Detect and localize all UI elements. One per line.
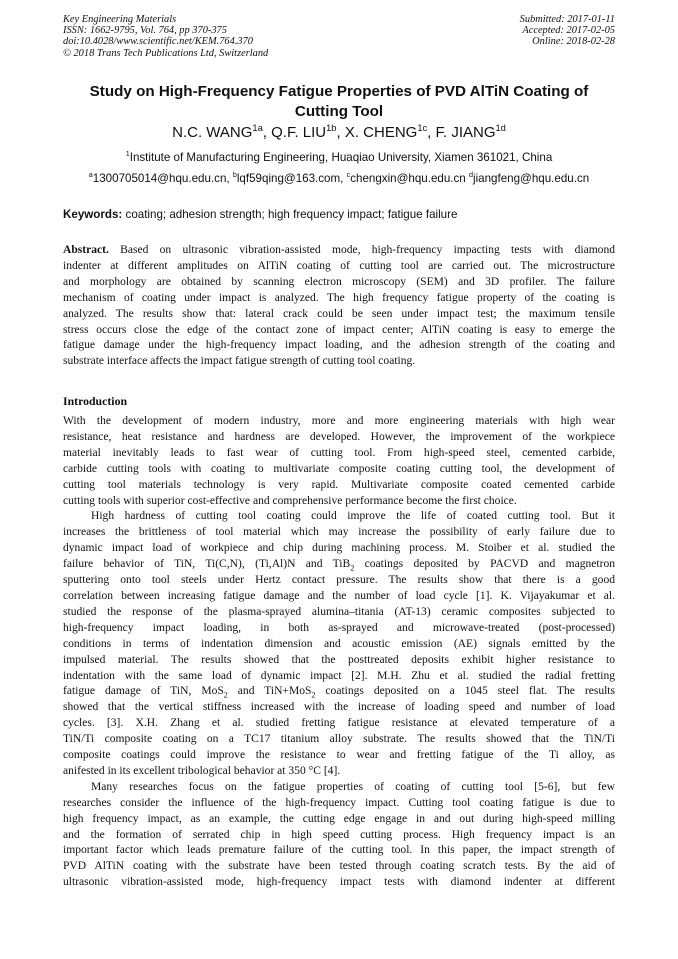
email-link[interactable]: 1300705014@hqu.edu.cn bbox=[92, 172, 227, 185]
affiliation: $^1$Institute of Manufacturing Engineering, Huaqiao University, Xiamen 361021, China bbox=[125, 149, 553, 164]
author: X. $CHENG^{1c}$ bbox=[344, 123, 428, 141]
email-link[interactable]: jiangfeng@hqu.edu.cn bbox=[473, 172, 590, 185]
journal-header bbox=[63, 14, 268, 59]
author: F. $JIANG^{1d}$ bbox=[435, 123, 506, 141]
author-list: N.C. $WANG^{1a}$, Q.F. $LIU^{1b}$, X. $CHENG^{1c}$, F. $JIANG^{1d}$ bbox=[172, 123, 506, 141]
introduction-body: With the development of modern industry, more and more engineering materials with high wear resistance, heat resistance and hardness are developed. However, the improvement of the workpiece material inevitably leads to fast wear of cutting tool. From high-speed steel, cemented carbide, carbide cutting tools with coating to multivariate composite coating cutting tool, the development of cutting tool materials technology is very rapid. Multivariate composite coated cemented carbide cutting tools with superior cost-effective and comprehensive performance become the first choice. High hardness of cutting tool coating could improve the life of coated cutting tool. But it increases the brittleness of tool material which may increase the possibility of early failure due to dynamic impact load of workpiece and chip during machining process. M. Stoiber et al. studied the failure behavior of TiN, Ti(C,N), (Ti,Al)N and TiB$_2$ coatings deposited by PACVD and magnetron sputtering onto tool steels under Hertz contact pressure. The results show that there is a good correlation between increasing fatigue damage and the number of load cycle [1]. K. Vijayakumar et al. studied the response of the plasma-sprayed alumina–titania (AT-13) ceramic composites subjected to high-frequency impact loading, in both as-sprayed and microwave-treated (post-processed) conditions in terms of indentation dimension and acoustic emission (AE) signals emitted by the impulsed material. The results showed that the posttreated deposits exhibit higher resistance to indentation with the same load of dynamic impact [2]. M.H. Zhu et al. studied the radial fretting fatigue damage of TiN, MoS$_2$ and TiN+MoS$_2$ coatings deposited on a 1045 steel flat. The results showed that the vertical stiffness increased with the increase of loading speed and number of load cycles. [3]. X.H. Zhang et al. studied fretting fatigue resistance at elevated temperature of a TiN/Ti composite coating on a TC17 titanium alloy substrate. The results showed that the TiN/Ti composite coatings could improve the resistance to wear and fretting fatigue of the Ti alloy, as anifested in its excellent tribological behavior at 350 °C [4]. Many researches focus on the fatigue properties of coating of cutting tool [5-6], but few researches consider the influence of the high-frequency impact. Cutting tool coating fatigue is due to high frequency impact, as an example, the cutting edge engage in and out during high-speed milling and the formation of serrated chip in high speed cutting process. High frequency impact is an important factor which leads premature failure of the cutting tool. In this paper, the impact strength of PVD AlTiN coating with the substrate have been tested through coating scratch tests. By the aid of ultrasonic vibration-assisted mode, high-frequency impact tests with diamond indenter at different bbox=[63, 415, 616, 889]
issn: ISSN: 1662-9795, Vol. 764, pp 370-375 bbox=[63, 25, 227, 37]
section-heading-introduction: Introduction bbox=[63, 394, 128, 408]
accepted-date: Accepted: 2017-02-05 bbox=[522, 25, 615, 37]
abstract: Abstract. Based on ultrasonic vibration-assisted mode, high-frequency impacting tests with diamond indenter at different amplitudes on AlTiN coating of cutting tool are carried out. The microstructure and morphology are obtained by scanning electron microscopy (SEM) and 3D profiler. The failure mechanism of coating under impact is analyzed. The high frequency fatigue property of the coating is analyzed. The results show that: lateral crack could be seen under impact test; the maximum tensile stress occurs close the edge of the contact zone of impact center; AlTiN coating is easy to emerge the fatigue damage under the high-frequency impact loading, and the adhesion strength of the coating and substrate interface affects the impact fatigue strength of cutting tool coating. bbox=[63, 244, 616, 368]
author: N.C. $WANG^{1a}$ bbox=[172, 123, 263, 141]
doi: doi:10.4028/www.scientific.net/KEM.764.370 bbox=[63, 36, 253, 48]
submitted-date: Submitted: 2017-01-11 bbox=[519, 14, 615, 25]
online-date: Online: 2018-02-28 bbox=[532, 36, 615, 48]
email-link[interactable]: chengxin@hqu.edu.cn bbox=[350, 172, 466, 185]
paper-title: Study on High-Frequency Fatigue Properties of PVD AlTiN Coating of Cutting Tool bbox=[89, 83, 589, 120]
email-list: $^a$1300705014@hqu.edu.cn, $^b$lqf59qing@163.com, $^c$chengxin@hqu.edu.cn $^d$jiangfeng@hqu.edu.cn bbox=[88, 170, 590, 185]
email-link[interactable]: lqf59qing@163.com bbox=[236, 172, 341, 185]
copyright: © 2018 Trans Tech Publications Ltd, Switzerland bbox=[63, 47, 269, 59]
keywords-label: Keywords: bbox=[63, 208, 123, 221]
abstract-label: Abstract. bbox=[63, 244, 109, 256]
keywords: Keywords: coating; adhesion strength; high frequency impact; fatigue failure bbox=[63, 208, 458, 221]
author: Q.F. $LIU^{1b}$ bbox=[271, 123, 337, 141]
journal-name: Key Engineering Materials bbox=[63, 14, 177, 25]
dates-header bbox=[520, 14, 615, 48]
